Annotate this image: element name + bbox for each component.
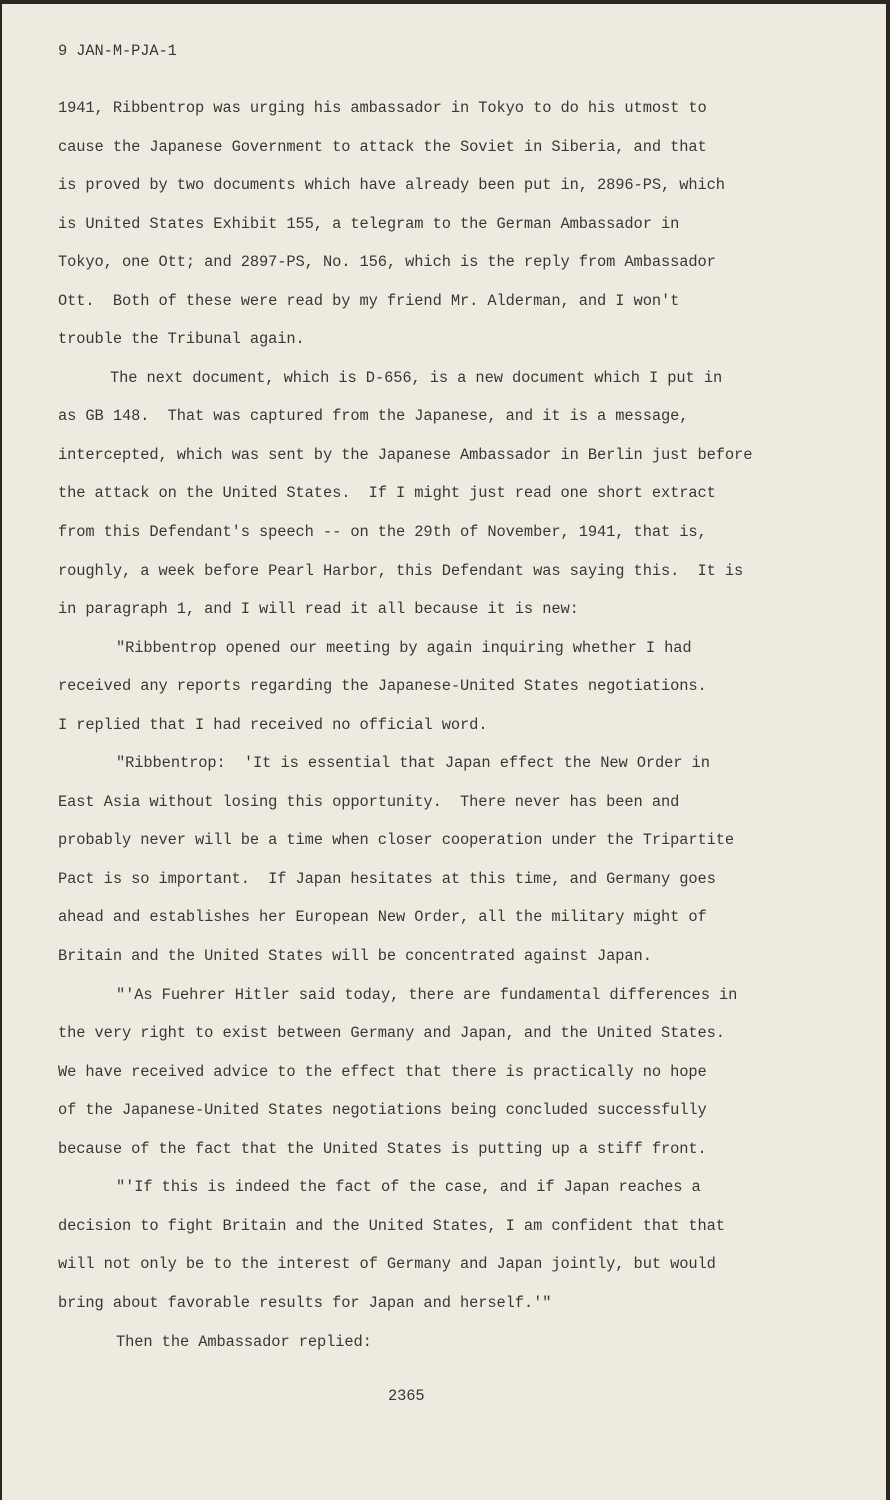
text-line: Pact is so important. If Japan hesitates at this time, and Germany goes <box>58 869 716 888</box>
text-line: trouble the Tribunal again. <box>58 330 305 349</box>
text-line: roughly, a week before Pearl Harbor, this Defendant was saying this. It is <box>58 561 744 580</box>
text-line: is United States Exhibit 155, a telegram to the German Ambassador in <box>58 214 680 233</box>
document-page <box>2 4 886 1500</box>
text-line: ahead and establishes her European New Order, all the military might of <box>58 908 707 927</box>
text-line: in paragraph 1, and I will read it all because it is new: <box>58 600 579 619</box>
text-line: as GB 148. That was captured from the Japanese, and it is a message, <box>58 407 689 426</box>
text-line: Ott. Both of these were read by my friend Mr. Alderman, and I won't <box>58 291 680 310</box>
text-line: because of the fact that the United States is putting up a stiff front. <box>58 1139 707 1158</box>
document-reference-header: 9 JAN-M-PJA-1 <box>58 42 177 60</box>
text-line: the attack on the United States. If I might just read one short extract <box>58 484 716 503</box>
text-line: Then the Ambassador replied: <box>116 1332 372 1351</box>
text-line: The next document, which is D-656, is a new document which I put in <box>110 368 723 387</box>
text-line: "'As Fuehrer Hitler said today, there are fundamental differences in <box>116 985 738 1004</box>
text-line: intercepted, which was sent by the Japanese Ambassador in Berlin just before <box>58 445 753 464</box>
text-line: will not only be to the interest of Germany and Japan jointly, but would <box>58 1255 716 1274</box>
text-line: East Asia without losing this opportunity. There never has been and <box>58 792 680 811</box>
text-line: "Ribbentrop opened our meeting by again inquiring whether I had <box>116 638 692 657</box>
text-line: of the Japanese-United States negotiations being concluded successfully <box>58 1101 707 1120</box>
text-line: Britain and the United States will be concentrated against Japan. <box>58 947 652 966</box>
text-line: cause the Japanese Government to attack the Soviet in Siberia, and that <box>58 137 707 156</box>
page-number: 2365 <box>388 1387 425 1405</box>
text-line: is proved by two documents which have already been put in, 2896-PS, which <box>58 176 725 195</box>
text-line: the very right to exist between Germany and Japan, and the United States. <box>58 1024 725 1043</box>
text-line: bring about favorable results for Japan and herself.'" <box>58 1293 552 1312</box>
text-line: I replied that I had received no official word. <box>58 715 488 734</box>
text-line: decision to fight Britain and the United States, I am confident that that <box>58 1216 725 1235</box>
text-line: We have received advice to the effect that there is practically no hope <box>58 1062 707 1081</box>
text-line: from this Defendant's speech -- on the 29th of November, 1941, that is, <box>58 523 707 542</box>
text-line: 1941, Ribbentrop was urging his ambassador in Tokyo to do his utmost to <box>58 99 707 117</box>
text-line: "Ribbentrop: 'It is essential that Japan effect the New Order in <box>116 754 710 773</box>
text-line: received any reports regarding the Japanese-United States negotiations. <box>58 677 707 696</box>
text-line: probably never will be a time when closer cooperation under the Tripartite <box>58 831 735 850</box>
document-body <box>58 96 752 1368</box>
text-line: "'If this is indeed the fact of the case, and if Japan reaches a <box>116 1178 701 1197</box>
text-line: Tokyo, one Ott; and 2897-PS, No. 156, which is the reply from Ambassador <box>58 253 716 272</box>
